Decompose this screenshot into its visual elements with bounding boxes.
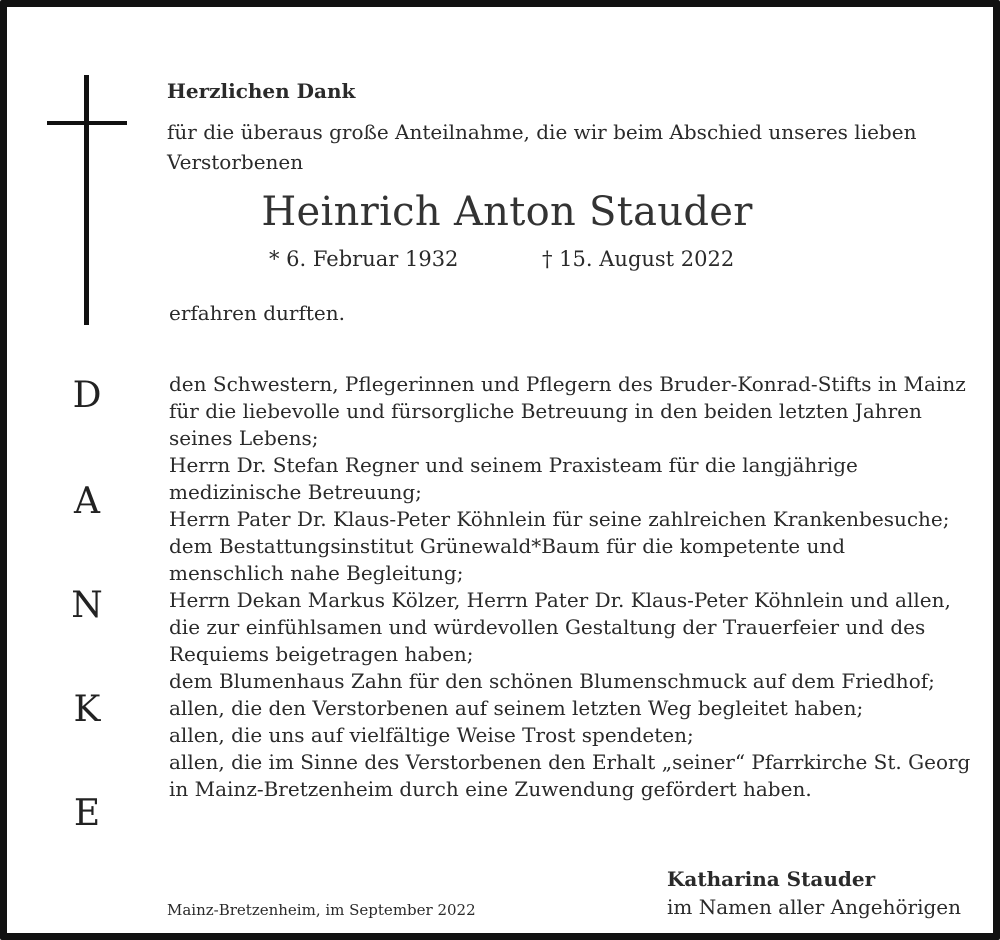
thanks-line: den Schwestern, Pflegerinnen und Pflegern des Bruder-Konrad-Stifts in Mainz	[169, 372, 966, 396]
thanks-list	[169, 371, 979, 803]
intro-line: für die überaus große Anteilnahme, die wir beim Abschied unseres lieben	[167, 120, 917, 144]
thanks-line: für die liebevolle und fürsorgliche Betreuung in den beiden letzten Jahren	[169, 399, 922, 423]
danke-letter: D	[72, 375, 102, 416]
signatory-note: im Namen aller Angehörigen	[667, 895, 962, 919]
after-name-text: erfahren durften.	[169, 301, 345, 325]
signatory-name: Katharina Stauder	[667, 867, 876, 891]
thanks-line: dem Blumenhaus Zahn für den schönen Blumenschmuck auf dem Friedhof;	[169, 669, 935, 693]
death-date: † 15. August 2022	[542, 247, 735, 271]
cross-icon-bar	[47, 121, 127, 125]
thanks-line: Herrn Pater Dr. Klaus-Peter Köhnlein für seine zahlreichen Krankenbesuche;	[169, 507, 950, 531]
thanks-line: seines Lebens;	[169, 426, 319, 450]
danke-letter: N	[71, 585, 103, 626]
intro-text	[167, 117, 967, 177]
thanks-line: allen, die im Sinne des Verstorbenen den Erhalt „seiner“ Pfarrkirche St. Georg	[169, 750, 971, 774]
thanks-line: die zur einfühlsamen und würdevollen Gestaltung der Trauerfeier und des	[169, 615, 926, 639]
birth-date: * 6. Februar 1932	[269, 247, 459, 271]
danke-letter: K	[73, 689, 101, 730]
thanks-line: in Mainz-Bretzenheim durch eine Zuwendung gefördert haben.	[169, 777, 812, 801]
place-date: Mainz-Bretzenheim, im September 2022	[167, 901, 476, 919]
deceased-name: Heinrich Anton Stauder	[261, 189, 753, 235]
intro-line: Verstorbenen	[167, 150, 304, 174]
thanks-line: allen, die den Verstorbenen auf seinem letzten Weg begleitet haben;	[169, 696, 864, 720]
danke-letter: A	[74, 481, 100, 522]
thanks-line: Herrn Dr. Stefan Regner und seinem Praxisteam für die langjährige	[169, 453, 858, 477]
thanks-line: Herrn Dekan Markus Kölzer, Herrn Pater Dr. Klaus-Peter Köhnlein und allen,	[169, 588, 951, 612]
notice-heading: Herzlichen Dank	[167, 79, 356, 103]
thanks-line: medizinische Betreuung;	[169, 480, 422, 504]
thanks-line: menschlich nahe Begleitung;	[169, 561, 464, 585]
thanks-line: Requiems beigetragen haben;	[169, 642, 474, 666]
thanks-line: dem Bestattungsinstitut Grünewald*Baum für die kompetente und	[169, 534, 846, 558]
danke-letter: E	[73, 793, 101, 834]
thanks-line: allen, die uns auf vielfältige Weise Trost spendeten;	[169, 723, 694, 747]
